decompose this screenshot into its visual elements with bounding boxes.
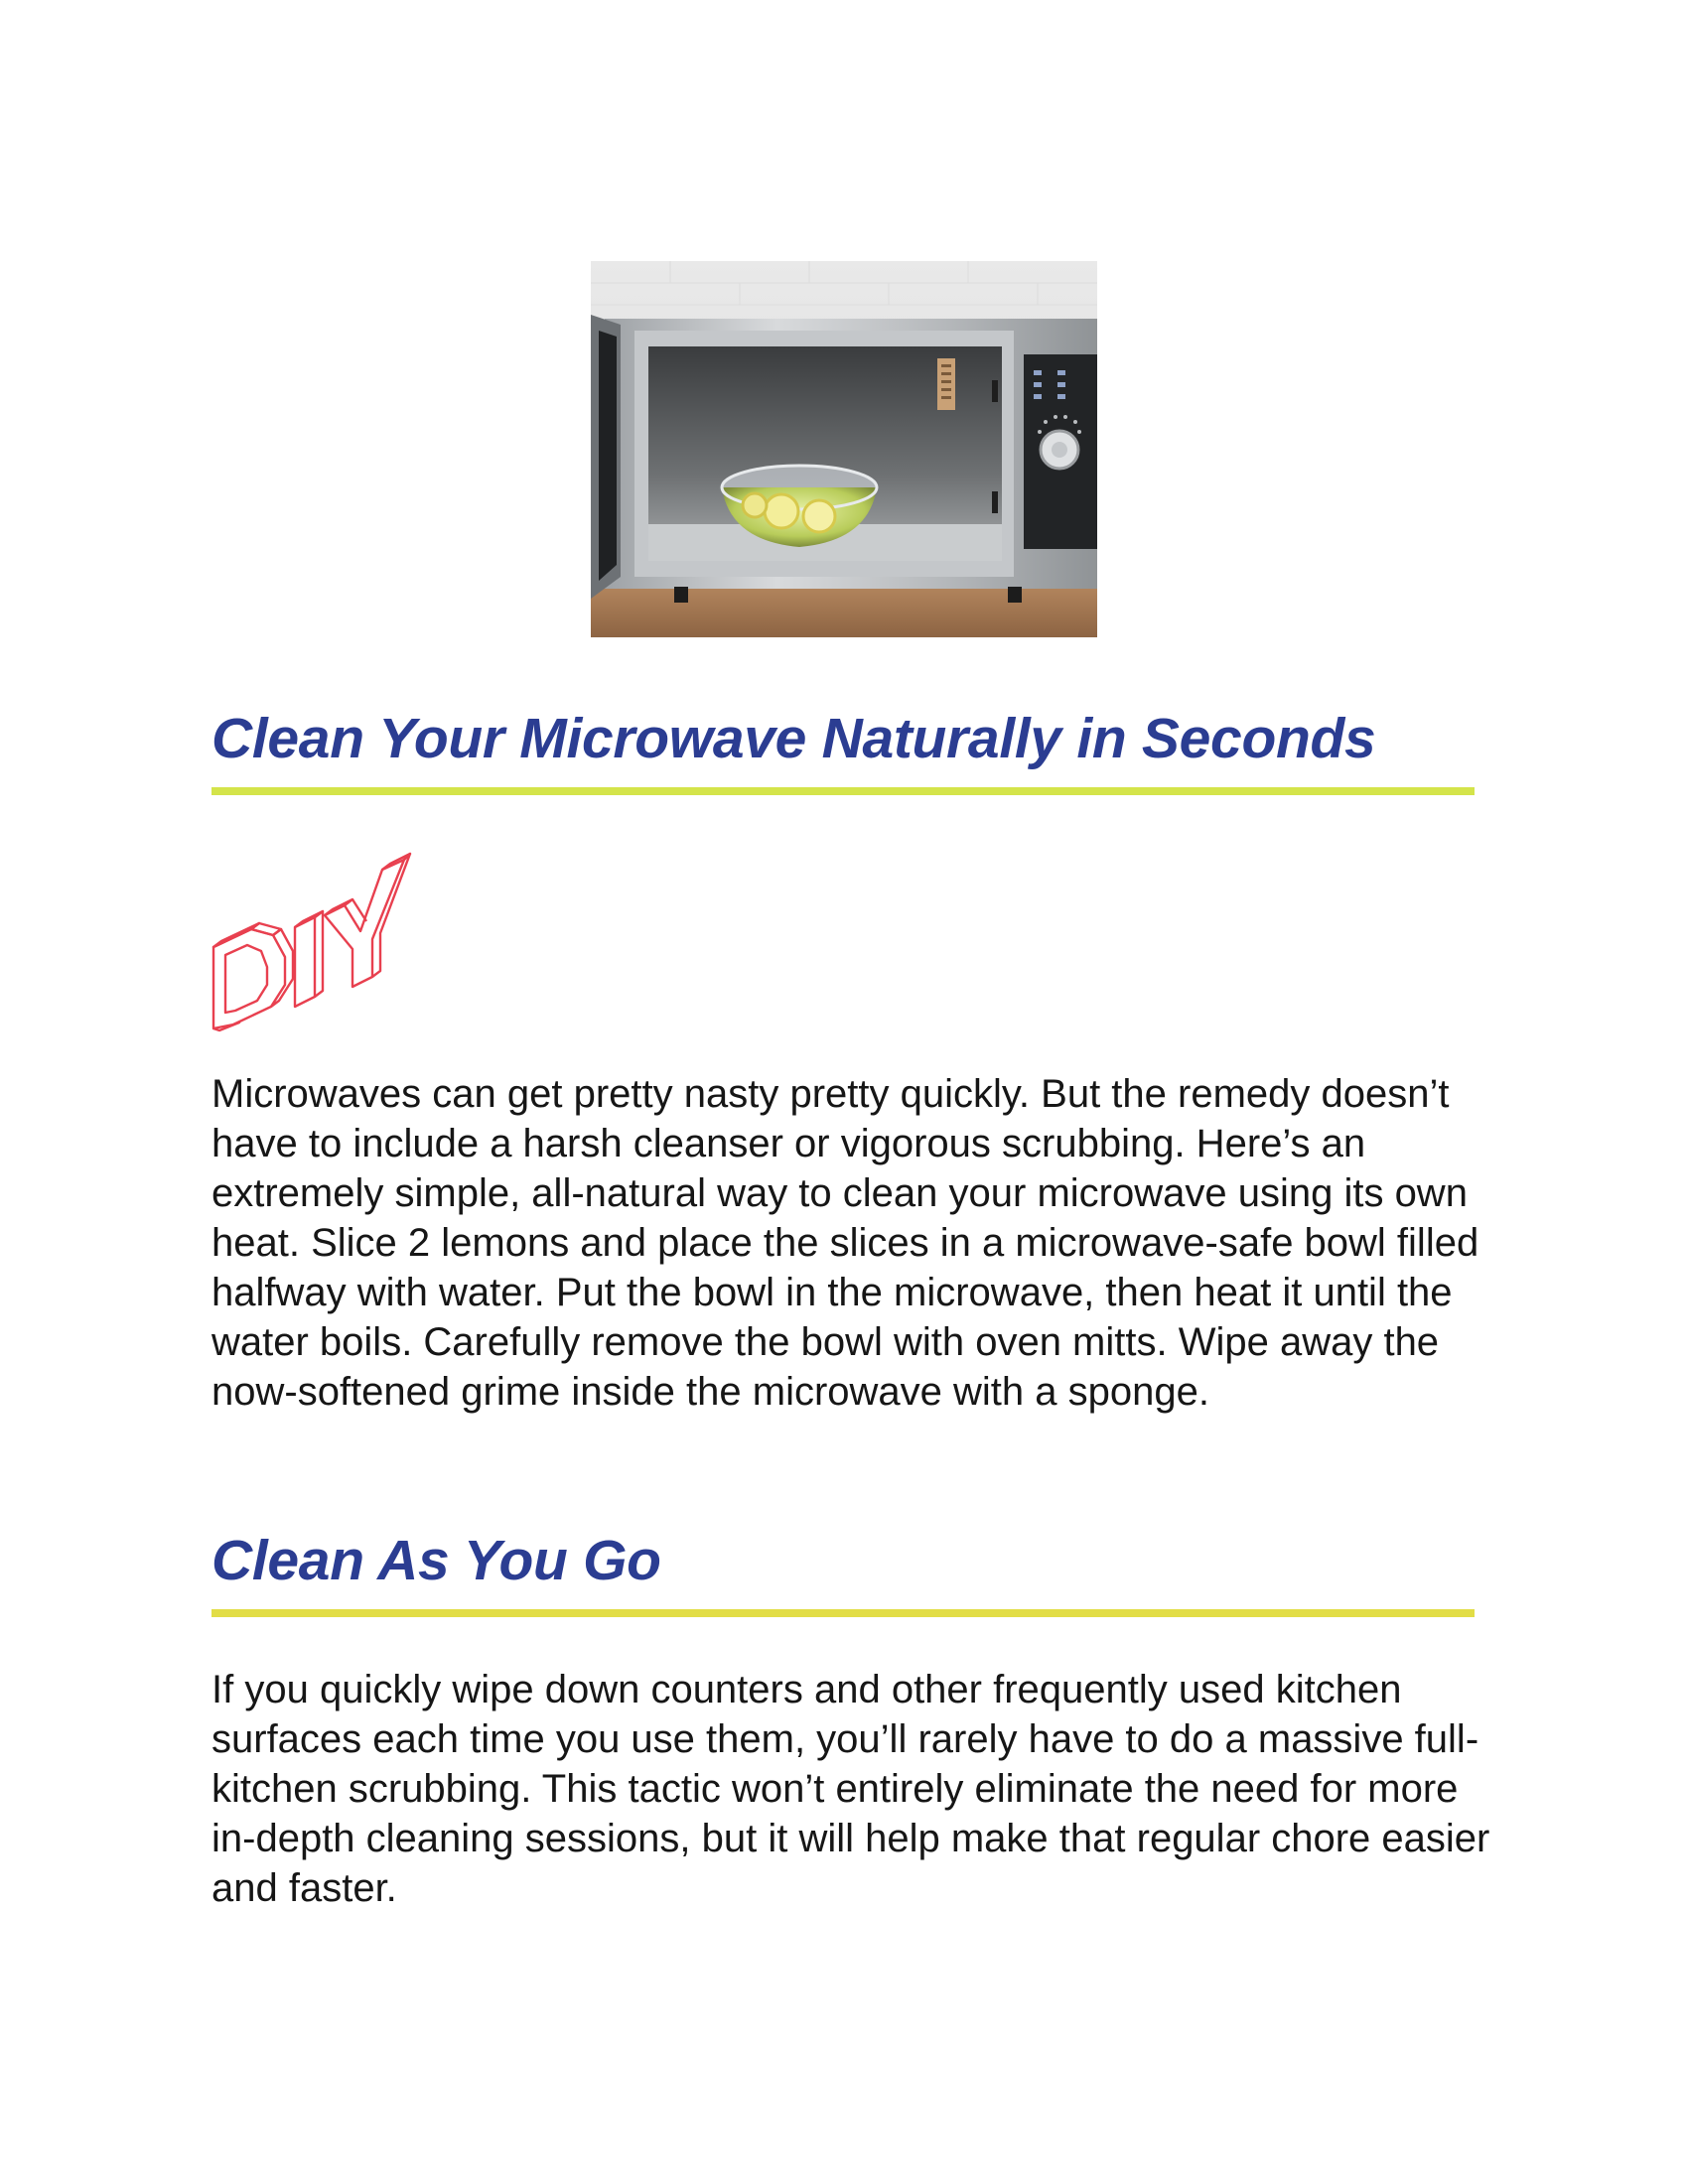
section-body-clean-as-you-go: If you quickly wipe down counters and other frequently used kitchen surfaces each time you use them, you’ll rarely have to do a massive full-kitchen scrubbing. This tactic won’t entirely eliminate the need for more in-depth cleaning sessions, but it will help make that regular chore easier and faster. bbox=[211, 1668, 1490, 1910]
section-heading-microwave: Clean Your Microwave Naturally in Seconds bbox=[211, 707, 1376, 770]
heading-underline bbox=[211, 1609, 1475, 1617]
section-heading-clean-as-you-go: Clean As You Go bbox=[211, 1529, 661, 1592]
heading-underline bbox=[211, 787, 1475, 795]
section-body-microwave: Microwaves can get pretty nasty pretty quickly. But the remedy doesn’t have to include a harsh cleanser or vigorous scrubbing. Here’s an extremely simple, all-natural way to clean your microwave using its own heat. Slice 2 lemons and place the slices in a microwave-safe bowl filled halfway with water. Put the bowl in the microwave, then heat it until the water boils. Carefully remove the bowl with oven mitts. Wipe away the now-softened grime inside the microwave with a sponge. bbox=[211, 1072, 1479, 1414]
microwave-photo bbox=[591, 261, 1097, 637]
diy-badge-icon bbox=[204, 836, 412, 1034]
